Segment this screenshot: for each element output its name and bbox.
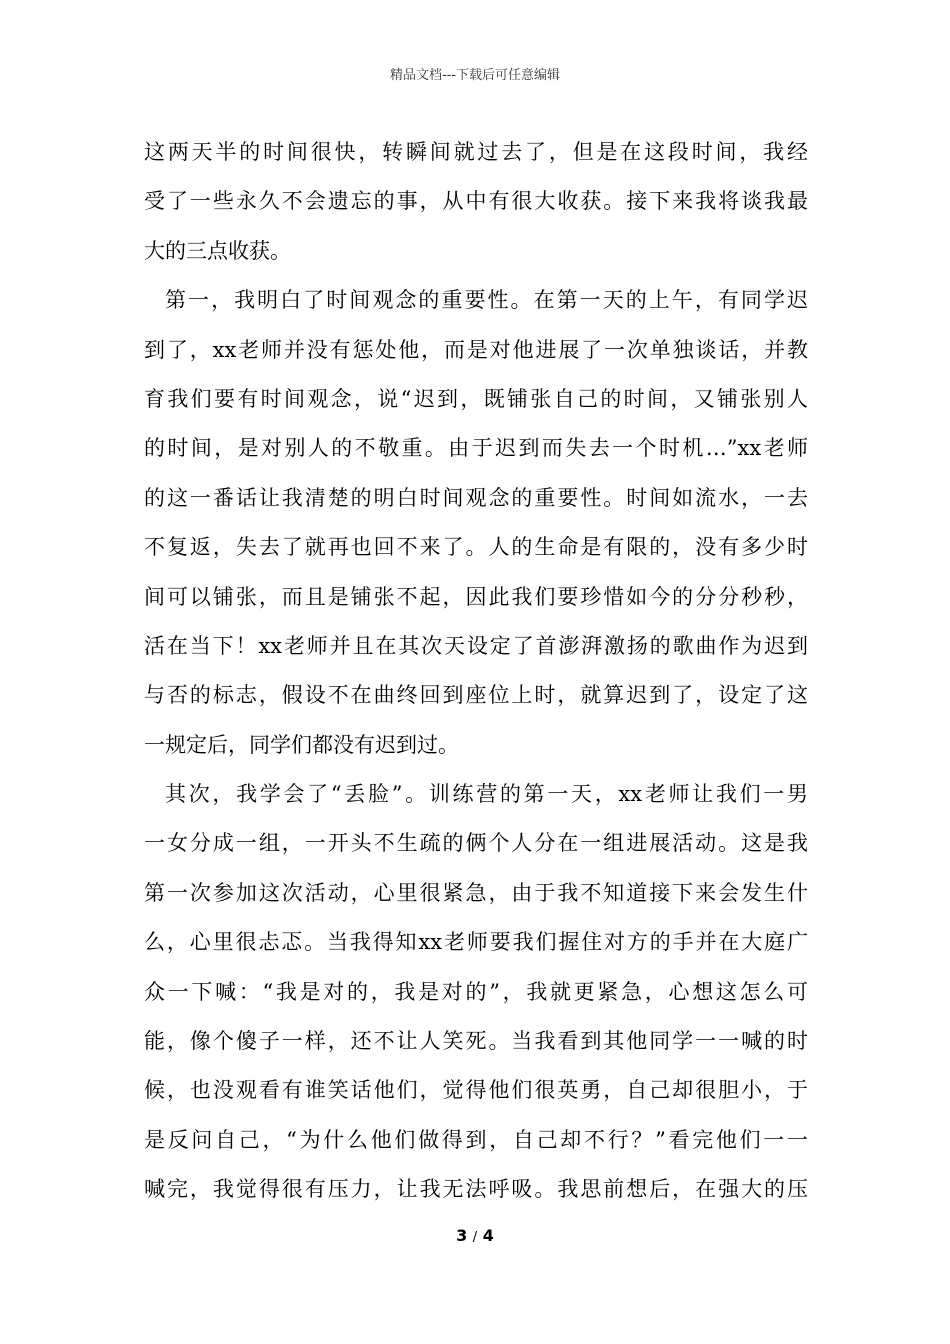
text-line: 不复返，失去了就再也回不来了。人的生命是有限的，没有多少时 (144, 535, 808, 560)
text-line: 是反问自己，“为什么他们做得到，自己却不行？”看完他们一一 (144, 1127, 808, 1152)
text-line: 第一次参加这次活动，心里很紧急，由于我不知道接下来会发生什 (144, 880, 808, 905)
text-line: 候，也没观看有谁笑话他们，觉得他们很英勇，自己却很胆小，于 (144, 1078, 808, 1103)
text-line: 一女分成一组，一开头不生疏的俩个人分在一组进展活动。这是我 (144, 831, 808, 856)
page-header (0, 64, 950, 83)
text-line: 的这一番话让我清楚的明白时间观念的重要性。时间如流水，一去 (144, 485, 808, 510)
text-line: 受了一些永久不会遗忘的事，从中有很大收获。接下来我将谈我最 (144, 189, 808, 214)
document-body (144, 128, 808, 1215)
text-line: 活在当下！xx老师并且在其次天设定了首澎湃激扬的歌曲作为迟到 (144, 633, 808, 658)
text-line: 么，心里很忐忑。当我得知xx老师要我们握住对方的手并在大庭广 (144, 930, 808, 955)
text-line: 这两天半的时间很快，转瞬间就过去了，但是在这段时间，我经 (144, 140, 808, 164)
text-line: 育我们要有时间观念，说“迟到，既铺张自己的时间，又铺张别人 (144, 386, 808, 411)
header-text: 精品文档---下载后可任意编辑 (389, 68, 561, 83)
page-total: 4 (482, 1226, 494, 1245)
page-separator: / (472, 1230, 478, 1245)
text-line: 第一，我明白了时间观念的重要性。在第一天的上午，有同学迟 (165, 288, 808, 313)
text-line: 大的三点收获。 (144, 238, 291, 263)
text-line: 的时间，是对别人的不敬重。由于迟到而失去一个时机…”xx老师 (144, 436, 808, 461)
text-line: 间可以铺张，而且是铺张不起，因此我们要珍惜如今的分分秒秒， (144, 584, 808, 609)
text-line: 到了，xx老师并没有惩处他，而是对他进展了一次单独谈话，并教 (144, 337, 808, 362)
page-current: 3 (456, 1226, 468, 1245)
text-line: 喊完，我觉得很有压力，让我无法呼吸。我思前想后，在强大的压 (144, 1177, 808, 1202)
text-line: 其次，我学会了“丢脸”。训练营的第一天，xx老师让我们一男 (165, 782, 808, 807)
text-line: 与否的标志，假设不在曲终回到座位上时，就算迟到了，设定了这 (144, 683, 808, 708)
text-line: 众一下喊：“我是对的，我是对的”，我就更紧急，心想这怎么可 (144, 979, 808, 1004)
page-number (0, 1226, 950, 1245)
text-line: 一规定后，同学们都没有迟到过。 (144, 732, 459, 757)
text-line: 能，像个傻子一样，还不让人笑死。当我看到其他同学一一喊的时 (144, 1029, 808, 1054)
